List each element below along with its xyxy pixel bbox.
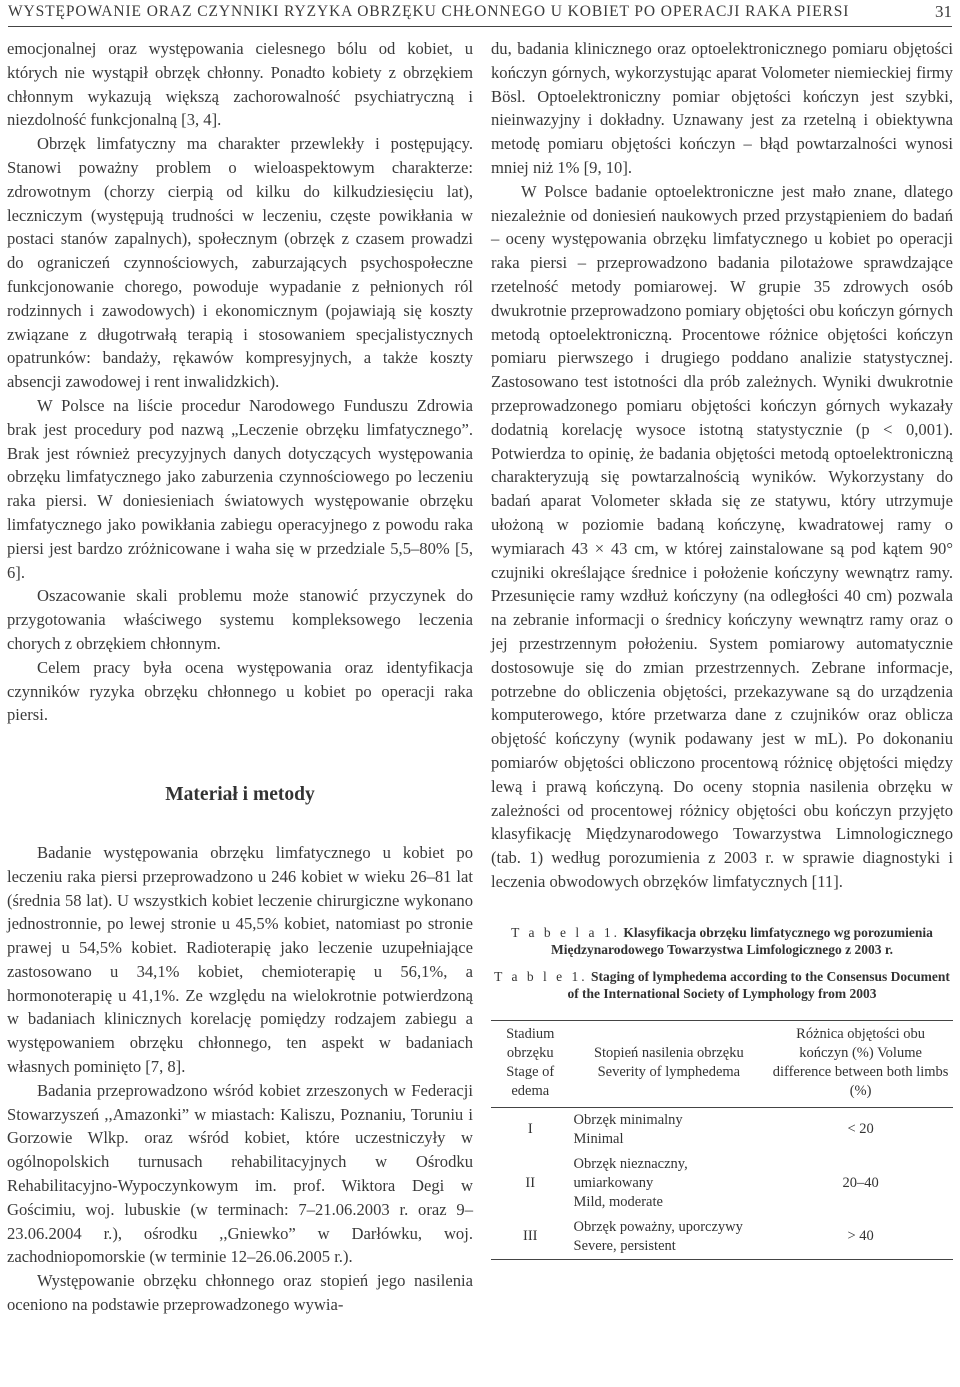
paragraph: du, badania klinicznego oraz optoelektronicznego pomiaru objętości kończyn górnych, wykorzystując aparat Volometer niemieckiej firmy Bösl. Optoelektroniczny pomiar objętości kończyn jest szybki, nieinwazyjny i dokładny. Uznawany jest za rzetelną i obiektywna metodę pomiaru objętości kończyn – błąd powtarzalności wynosi mniej niż 1% [9, 10]. xyxy=(491,39,953,177)
staging-table xyxy=(491,1020,953,1260)
stage-cell: I xyxy=(527,1121,533,1138)
paragraph: W Polsce na liście procedur Narodowego Funduszu Zdrowia brak jest procedury pod nazwą „Leczenie obrzęku limfatycznego”. Brak jest również precyzyjnych danych dotyczących występowania obrzęku limfatycznego jako zaburzenia czynnościowego po leczeniu raka piersi. W doniesieniach światowych występowanie obrzęku limfatycznego jako powikłania zabiegu operacyjnego z powodu raka piersi jest bardzo zróżnicowane i waha się w przedziale 5,5–80% [5, 6]. xyxy=(7,395,473,582)
section-heading: Materiał i metody xyxy=(165,784,315,806)
table-caption-en xyxy=(491,968,953,1002)
column-header-difference: Różnica objętości obu kończyn (%) Volume difference between both limbs (%) xyxy=(768,1020,953,1107)
table-label: T a b e l a 1. xyxy=(511,924,620,940)
difference-cell: 20–40 xyxy=(842,1174,879,1191)
paragraph: Badanie występowania obrzęku limfatycznego u kobiet po leczeniu raka piersi przeprowadzono u 246 kobiet w wieku 26–81 lat (średnia 58 lat). U wszystkich kobiet leczenie chirurgiczne wykonano jednostronnie, po lewej stronie u 45,5% kobiet, natomiast po stronie prawej u 54,5% kobiet. Radioterapię jako leczenie uzupełniające zastosowano u 34,1% kobiet, chemioterapię u 56,1%, a hormonoterapię u 41,1%. Ze względu na wielokrotnie potwierdzoną w badaniach klinicznych korelację pomiędzy rodzajem zabiegu a występowaniem obrzęku chłonnego, ten aspekt w badaniach własnych pominięto [7, 8]. xyxy=(7,842,473,1077)
severity-cell xyxy=(570,1107,769,1152)
paragraph: Badania przeprowadzono wśród kobiet zrzeszonych w Federacji Stowarzyszeń ,,Amazonki” w miastach: Kaliszu, Poznaniu, Toruniu i Gorzowie Wlkp. oraz wśród kobiet, które uczestniczyły w ogólnopolskich turnusach rehabilitacyjnych w Ośrodku Rehabilitacyjno-Wypoczynkowym im. prof. Wiktora Degi w Gościmiu, woj. lubuskie (w terminach: 7–21.06.2003 r. oraz 9–23.06.2004 r.), ośrodku ,,Gniewko” w Darłówku, woj. zachodniopomorskie (w terminie 12–26.06.2005 r.). xyxy=(7,1080,473,1267)
running-title: WYSTĘPOWANIE ORAZ CZYNNIKI RYZYKA OBRZĘKU CHŁONNEGO U KOBIET PO OPERACJI RAKA PIERSI xyxy=(8,3,850,20)
difference-cell: < 20 xyxy=(847,1121,874,1138)
column-header-severity: Stopień nasilenia obrzęku Severity of lymphedema xyxy=(570,1020,769,1107)
stage-cell: III xyxy=(523,1228,538,1245)
table-header-row xyxy=(491,1020,953,1107)
severity-pl: Obrzęk minimalny xyxy=(573,1111,683,1128)
table-label: T a b l e 1. xyxy=(494,968,588,984)
table-caption-text: Staging of lymphedema according to the Consensus Document of the International Society of Lymphology from 2003 xyxy=(567,968,950,1001)
paragraph: W Polsce badanie optoelektroniczne jest mało znane, dlatego niezależnie od doniesień naukowych przed przystąpieniem do badań – oceny występowania obrzęku limfatycznego u kobiet po operacji raka piersi – przeprowadzono badania pilotażowe sprawdzające rzetelność metody pomiarowej. W grupie 35 zdrowych osób dwukrotnie przeprowadzono pomiary objętości obu kończyn górnych metodą optoelektroniczną. Procentowe różnice objętości kończyn pomiaru pierwszego i drugiego poddano analizie statystycznej. Zastosowano test istotności dla prób zależnych. Wyniki dwukrotnie przeprowadzonego pomiaru objętości kończyn górnych wykazały dodatnią korelację wysoce istotną statystycznie (p < 0,001). Potwierdza to opinię, że badania objętości metodą optoelektroniczną charakteryzują się powtarzalnością wyników. Wykorzystany do badań aparat Volometer składa się ze statywu, który utrzymuje ułożoną w poziomie badaną kończynę, kwadratowej ramy o wymiarach 43 × 43 cm, w której zainstalowane są pod kątem 90° czujniki określające średnice i położenie kończyny wewnątrz ramy. Przesunięcie ramy wzdłuż kończyny (na odległości 40 cm) pozwala na zebranie informacji o średnicy kończyny wewnątrz ramy oraz o jej przestrzennym położeniu. System pomiarowy automatycznie dostosowuje się do zmian przestrzennych. Zebrane informacje, potrzebne do obliczenia objętości, przekazywane są do urządzenia komputerowego, które przetwarza dane z czujników oraz oblicza objętość kończyny (wynik podawany jest w mL). Po dokonaniu pomiarów objętości obliczono procentową różnicę objętości między lewą i prawą kończyną. Do oceny stopnia nasilenia obrzęku w zależności od procentowej różnicy objętości obu kończyn przyjęto klasyfikację Międzynarodowego Towarzystwa Limnologicznego (tab. 1) według porozumienia z 2003 r. w sprawie diagnostyki i leczenia obwodowych obrzęków limfatycznych [11]. xyxy=(491,181,953,891)
table-row xyxy=(491,1152,953,1215)
stage-cell: II xyxy=(525,1174,536,1191)
severity-pl: Obrzęk nieznaczny, umiarkowany xyxy=(573,1155,688,1191)
table-row xyxy=(491,1215,953,1260)
paragraph: Występowanie obrzęku chłonnego oraz stopień jego nasilenia oceniono na podstawie przeprowadzonego wywia- xyxy=(7,1271,473,1315)
difference-cell: > 40 xyxy=(847,1228,874,1245)
right-column xyxy=(491,37,953,1260)
severity-pl: Obrzęk poważny, uporczywy xyxy=(573,1218,743,1235)
running-head xyxy=(8,0,952,27)
paragraph: Obrzęk limfatyczny ma charakter przewlekły i postępujący. Stanowi poważny problem o wieloaspektowym charakterze: zdrowotnym (chorzy cierpią od kilku do kilkudziesięciu lat), leczniczym (występują trudności w leczeniu, częste powikłania w postaci stanów zapalnych), społecznym (obrzęk z czasem prowadzi do ograniczeń czynnościowych, zaburzających psychospołeczne funkcjonowanie chorego, powoduje wypadanie z pełnionych ról rodzinnych i zawodowych) i ekonomicznym (pojawiają się koszty związane z długotrwałą terapią i stosowaniem specjalistycznych opatrunków: bandaży, rękawów kompresyjnych, a także koszty absencji zawodowej i rent inwalidzkich). xyxy=(7,134,473,392)
severity-en: Minimal xyxy=(573,1130,624,1147)
table-caption-pl xyxy=(491,924,953,958)
severity-cell xyxy=(570,1152,769,1215)
paragraph: Celem pracy była ocena występowania oraz identyfikacja czynników ryzyka obrzęku chłonnego u kobiet po operacji raka piersi. xyxy=(7,657,473,725)
severity-cell xyxy=(570,1215,769,1260)
column-header-stage: Stadium obrzęku Stage of edema xyxy=(491,1020,570,1107)
left-column xyxy=(7,37,473,1317)
severity-en: Severe, persistent xyxy=(573,1237,676,1254)
table-row xyxy=(491,1107,953,1152)
page-number: 31 xyxy=(935,2,952,21)
paragraph: Oszacowanie skali problemu może stanowić przyczynek do przygotowania właściwego systemu kompleksowego leczenia chorych z obrzękiem chłonnym. xyxy=(7,586,473,653)
paragraph: emocjonalnej oraz występowania cielesnego bólu od kobiet, u których nie wystąpił obrzęk chłonny. Ponadto kobiety z obrzękiem chłonnym wykazują większą zachorowalność psychiatryczną i niezdolność funkcjonalną [3, 4]. xyxy=(7,39,473,130)
table-caption-text: Klasyfikacja obrzęku limfatycznego wg porozumienia Międzynarodowego Towarzystwa Limfologicznego z 2003 r. xyxy=(551,924,933,957)
severity-en: Mild, moderate xyxy=(573,1193,663,1210)
